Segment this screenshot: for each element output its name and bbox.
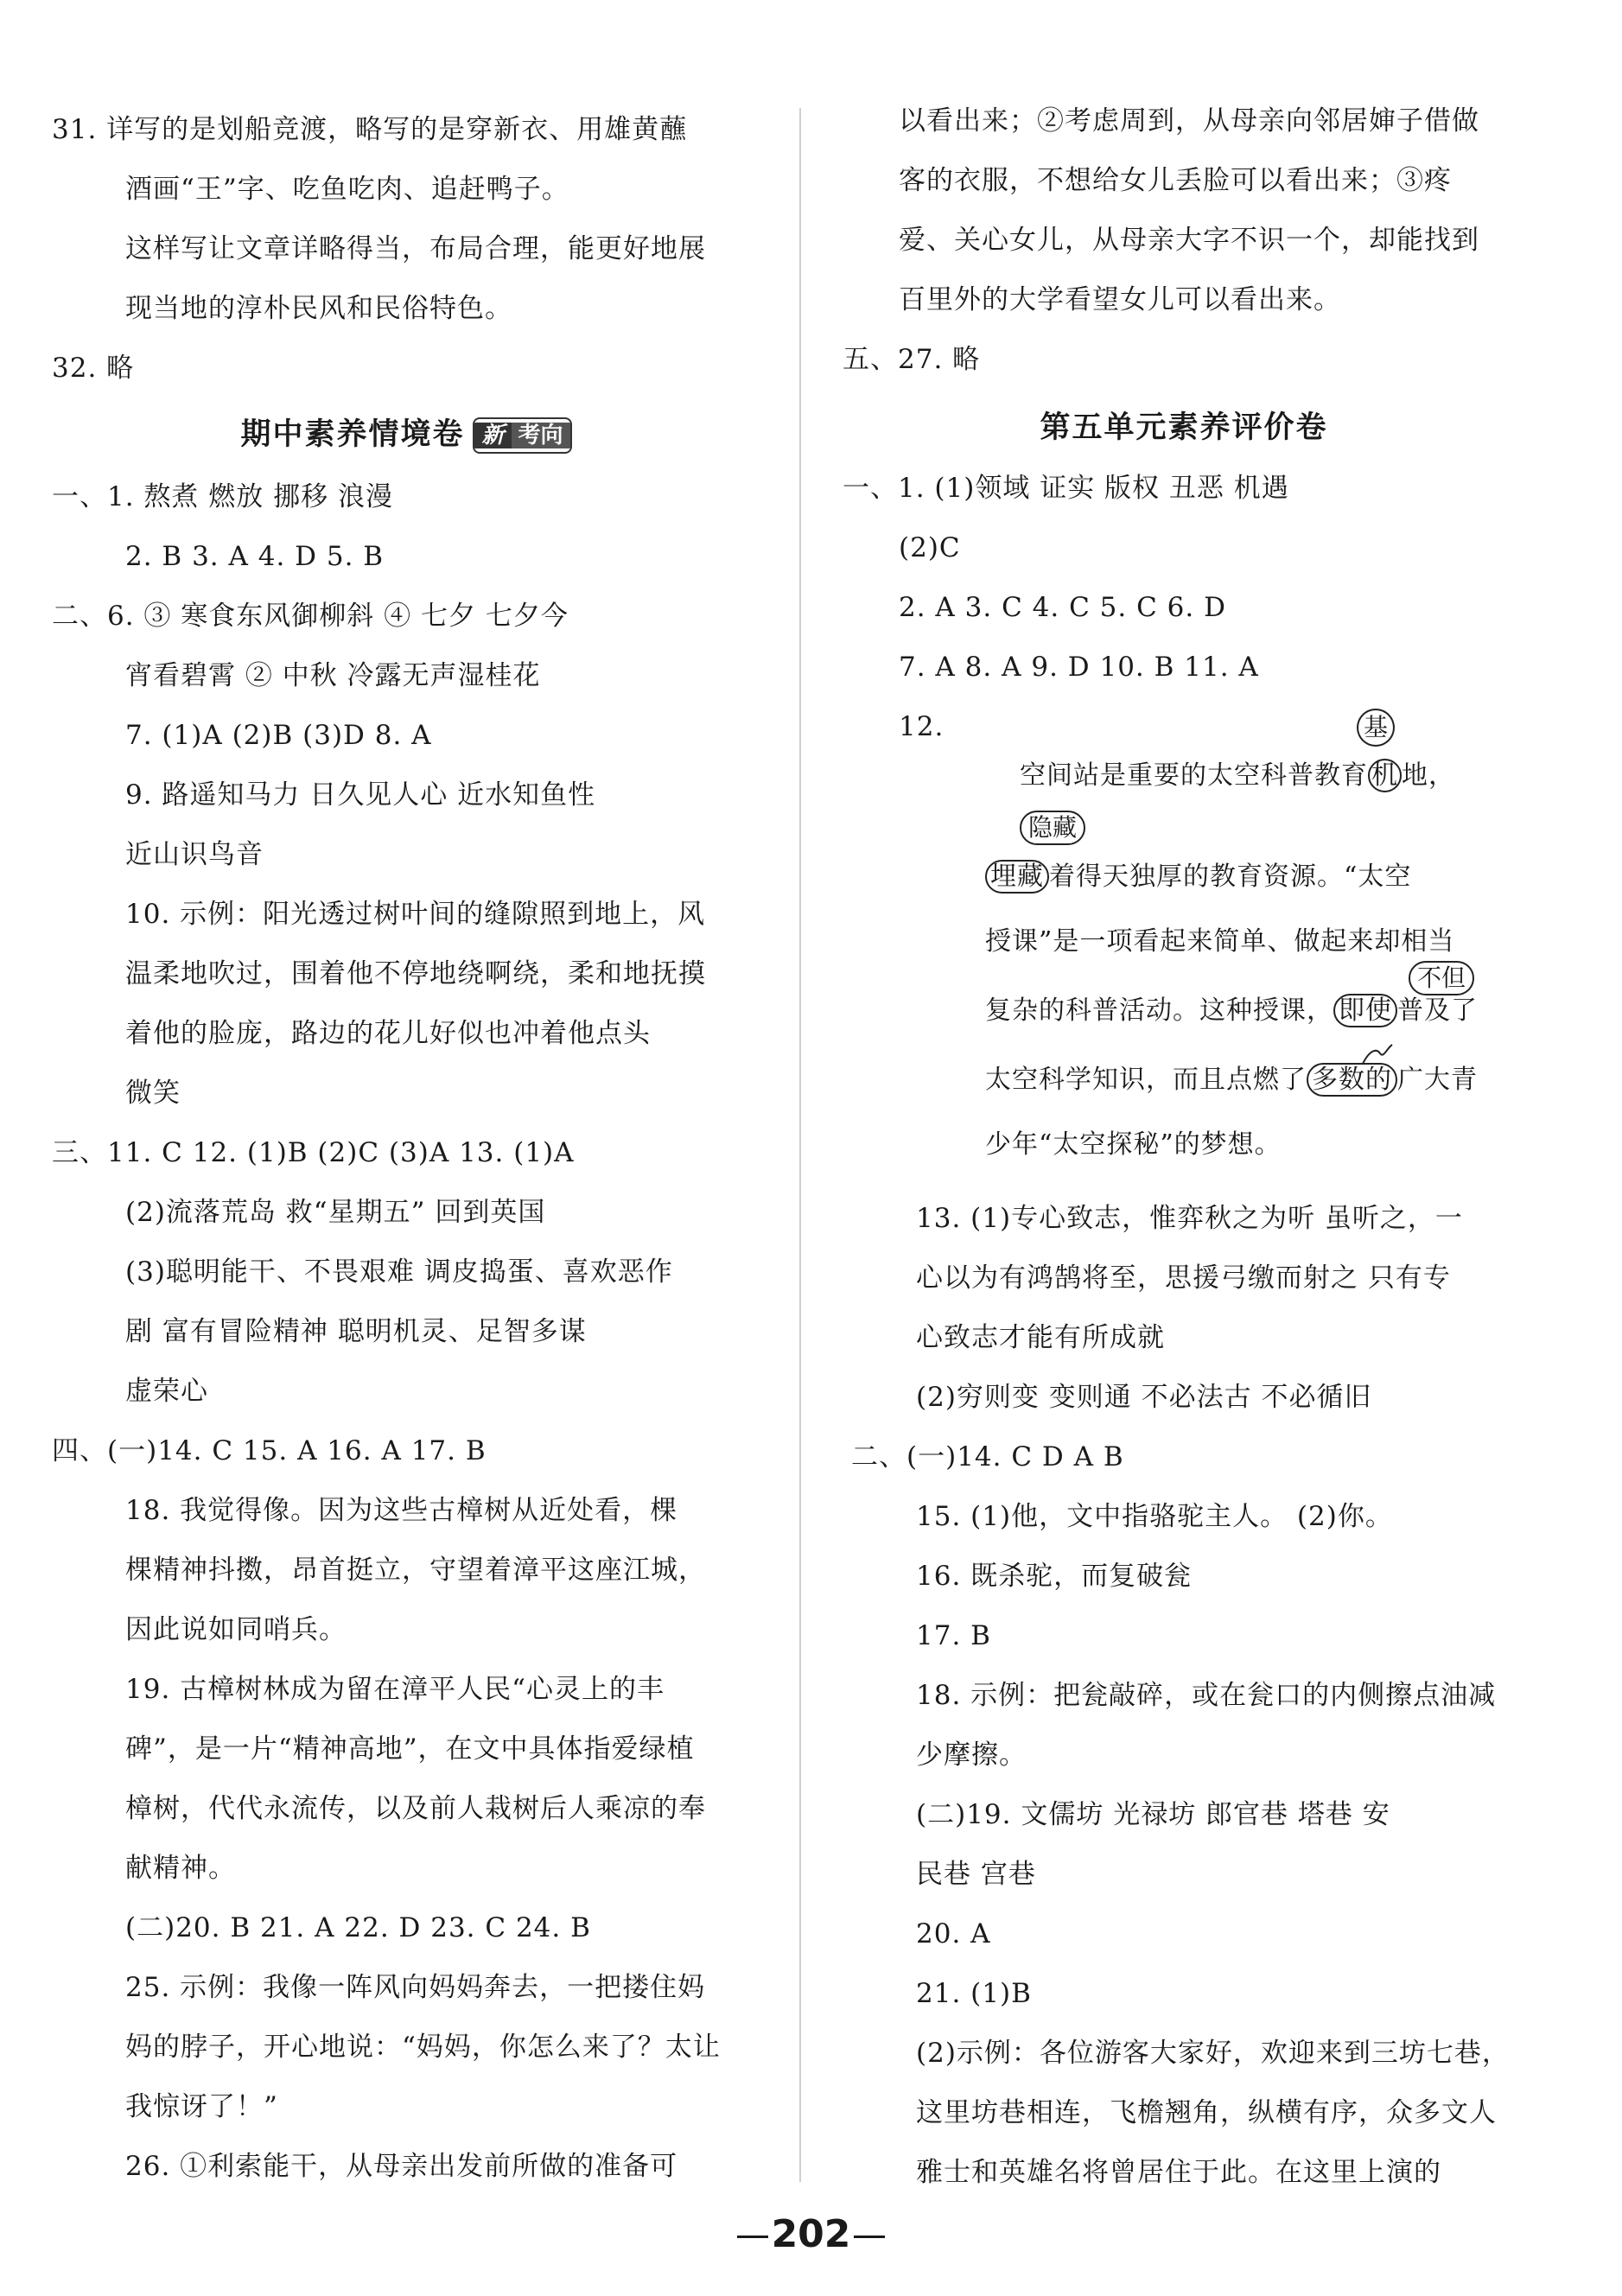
answer-line: 32. 略 bbox=[52, 353, 135, 384]
answer-line: 13. (1)专心致志，惟弈秋之为听 虽听之，一 bbox=[916, 1203, 1463, 1234]
answer-line: 7. (1)A (2)B (3)D 8. A bbox=[125, 720, 432, 751]
answer-line: 因此说如同哨兵。 bbox=[125, 1614, 347, 1645]
section-heading-unit5: 第五单元素养评价卷 bbox=[1040, 410, 1328, 445]
answer-line: 雅士和英雄名将曾居住于此。在这里上演的 bbox=[916, 2157, 1441, 2188]
answer-line: 一、1. 熬煮 燃放 挪移 浪漫 bbox=[52, 481, 393, 512]
answer-line: 着他的脸庞，路边的花儿好似也冲着他点头 bbox=[125, 1018, 651, 1049]
answer-line: 9. 路遥知马力 日久见人心 近水知鱼性 bbox=[125, 779, 596, 811]
answer-line: 20. A bbox=[916, 1918, 991, 1949]
answer-line: 2. A 3. C 4. C 5. C 6. D bbox=[899, 592, 1226, 623]
answer-line: 碑”，是一片“精神高地”，在文中具体指爱绿植 bbox=[125, 1733, 695, 1765]
answer-line: (2)示例：各位游客大家好，欢迎来到三坊七巷， bbox=[916, 2038, 1510, 2069]
answer-line: 一、1. (1)领域 证实 版权 丑恶 机遇 bbox=[843, 473, 1289, 504]
answer-line: 近山识鸟音 bbox=[125, 839, 264, 870]
delete-mark-icon bbox=[1361, 1041, 1396, 1067]
answer-line: 我惊讶了！” bbox=[125, 2091, 278, 2122]
correction-line: 空间站是重要的太空科普教育 机 地， bbox=[1020, 760, 1455, 791]
answer-line: 百里外的大学看望女儿可以看出来。 bbox=[899, 284, 1341, 315]
answer-line: 15. (1)他，文中指骆驼主人。 (2)你。 bbox=[916, 1501, 1393, 1532]
answer-line: 以看出来；②考虑周到，从母亲向邻居婶子借做 bbox=[899, 105, 1479, 137]
marked-word: 埋藏 bbox=[985, 860, 1049, 894]
answer-line: (3)聪明能干、不畏艰难 调皮捣蛋、喜欢恶作 bbox=[125, 1256, 673, 1288]
answer-line: 31. 详写的是划船竞渡，略写的是穿新衣、用雄黄蘸 bbox=[52, 114, 688, 145]
answer-line: 21. (1)B bbox=[916, 1978, 1032, 2009]
correction-line: 复杂的科普活动。这种授课， 即使 普及了 bbox=[985, 995, 1478, 1026]
answer-line: 五、27. 略 bbox=[843, 344, 981, 375]
dash-right bbox=[854, 2236, 885, 2238]
answer-line: 微笑 bbox=[125, 1078, 181, 1109]
marked-word: 多数的 bbox=[1307, 1063, 1397, 1097]
answer-line: 客的衣服，不想给女儿丢脸可以看出来；③疼 bbox=[899, 165, 1452, 196]
answer-line: 樟树，代代永流传，以及前人栽树后人乘凉的奉 bbox=[125, 1793, 706, 1824]
page-number: 202 bbox=[0, 2212, 1622, 2256]
marked-word: 即使 bbox=[1333, 994, 1397, 1027]
answer-line: 26. ①利索能干，从母亲出发前所做的准备可 bbox=[125, 2151, 678, 2182]
answer-line: 棵精神抖擞，昂首挺立，守望着漳平这座江城， bbox=[125, 1555, 706, 1586]
answer-line: 这里坊巷相连，飞檐翘角，纵横有序，众多文人 bbox=[916, 2097, 1497, 2128]
correction-note: 隐藏 bbox=[1020, 811, 1085, 845]
answer-line: 虚荣心 bbox=[125, 1376, 208, 1407]
answer-line: 三、11. C 12. (1)B (2)C (3)A 13. (1)A bbox=[52, 1137, 575, 1168]
answer-line: 2. B 3. A 4. D 5. B bbox=[125, 541, 385, 572]
section-title: 期中素养情境卷 bbox=[240, 417, 465, 452]
answer-line: 温柔地吹过，围着他不停地绕啊绕，柔和地抚摸 bbox=[125, 958, 706, 989]
dash-left bbox=[737, 2236, 768, 2238]
answer-line: 心以为有鸿鹄将至，思援弓缴而射之 只有专 bbox=[916, 1262, 1451, 1294]
answer-line: 心致志才能有所成就 bbox=[916, 1322, 1165, 1353]
answer-line: 二、(一)14. C D A B bbox=[851, 1441, 1124, 1472]
answer-line: (二)20. B 21. A 22. D 23. C 24. B bbox=[125, 1912, 591, 1943]
column-divider bbox=[799, 108, 801, 2182]
correction-line: 太空科学知识，而且点燃了 多数的 广大青 bbox=[985, 1065, 1478, 1095]
answer-line: 妈的脖子，开心地说：“妈妈，你怎么来了？太让 bbox=[125, 2032, 721, 2063]
answer-line: (2)C bbox=[899, 532, 961, 563]
answer-line: 二、6. ③ 寒食东风御柳斜 ④ 七夕 七夕今 bbox=[52, 601, 569, 632]
correction-line: 授课”是一项看起来简单、做起来却相当 bbox=[985, 926, 1455, 957]
answer-line: 现当地的淳朴民风和民俗特色。 bbox=[125, 293, 512, 324]
new-direction-badge: 新 考向 bbox=[473, 417, 571, 454]
answer-line: 18. 示例：把瓮敲碎，或在瓮口的内侧擦点油减 bbox=[916, 1680, 1497, 1711]
answer-line: 19. 古樟树林成为留在漳平人民“心灵上的丰 bbox=[125, 1674, 665, 1705]
correction-note: 基 bbox=[1357, 709, 1395, 747]
marked-word: 机 bbox=[1368, 759, 1402, 792]
section-heading-midterm bbox=[52, 415, 760, 455]
correction-note: 不但 bbox=[1409, 961, 1474, 995]
answer-line: (2)流落荒岛 救“星期五” 回到英国 bbox=[125, 1197, 546, 1228]
answer-line: 16. 既杀驼，而复破瓮 bbox=[916, 1561, 1193, 1592]
answer-line: 12. bbox=[899, 711, 945, 742]
answer-line: 民巷 宫巷 bbox=[916, 1859, 1036, 1890]
answer-line: 25. 示例：我像一阵风向妈妈奔去，一把搂住妈 bbox=[125, 1972, 706, 2003]
answer-line: 7. A 8. A 9. D 10. B 11. A bbox=[899, 652, 1259, 683]
answer-line: 爱、关心女儿，从母亲大字不识一个，却能找到 bbox=[899, 225, 1479, 256]
answer-line: 宵看碧霄 ② 中秋 冷露无声湿桂花 bbox=[125, 660, 541, 691]
answer-line: 这样写让文章详略得当，布局合理，能更好地展 bbox=[125, 233, 706, 264]
answer-line: (二)19. 文儒坊 光禄坊 郎官巷 塔巷 安 bbox=[916, 1799, 1390, 1830]
correction-line: 埋藏 着得天独厚的教育资源。“太空 bbox=[985, 860, 1411, 894]
answer-line: 少摩擦。 bbox=[916, 1739, 1027, 1771]
answer-line: 献精神。 bbox=[125, 1853, 236, 1884]
answer-line: 17. B bbox=[916, 1620, 991, 1651]
answer-line: 10. 示例：阳光透过树叶间的缝隙照到地上，风 bbox=[125, 899, 706, 930]
answer-line: 18. 我觉得像。因为这些古樟树从近处看，棵 bbox=[125, 1495, 678, 1526]
answer-line: 酒画“王”字、吃鱼吃肉、追赶鸭子。 bbox=[125, 174, 569, 205]
answer-line: (2)穷则变 变则通 不必法古 不必循旧 bbox=[916, 1382, 1372, 1413]
answer-line: 四、(一)14. C 15. A 16. A 17. B bbox=[52, 1435, 487, 1466]
correction-line: 少年“太空探秘”的梦想。 bbox=[985, 1129, 1282, 1160]
answer-line: 剧 富有冒险精神 聪明机灵、足智多谋 bbox=[125, 1316, 587, 1347]
correction-exercise bbox=[976, 709, 1512, 1175]
